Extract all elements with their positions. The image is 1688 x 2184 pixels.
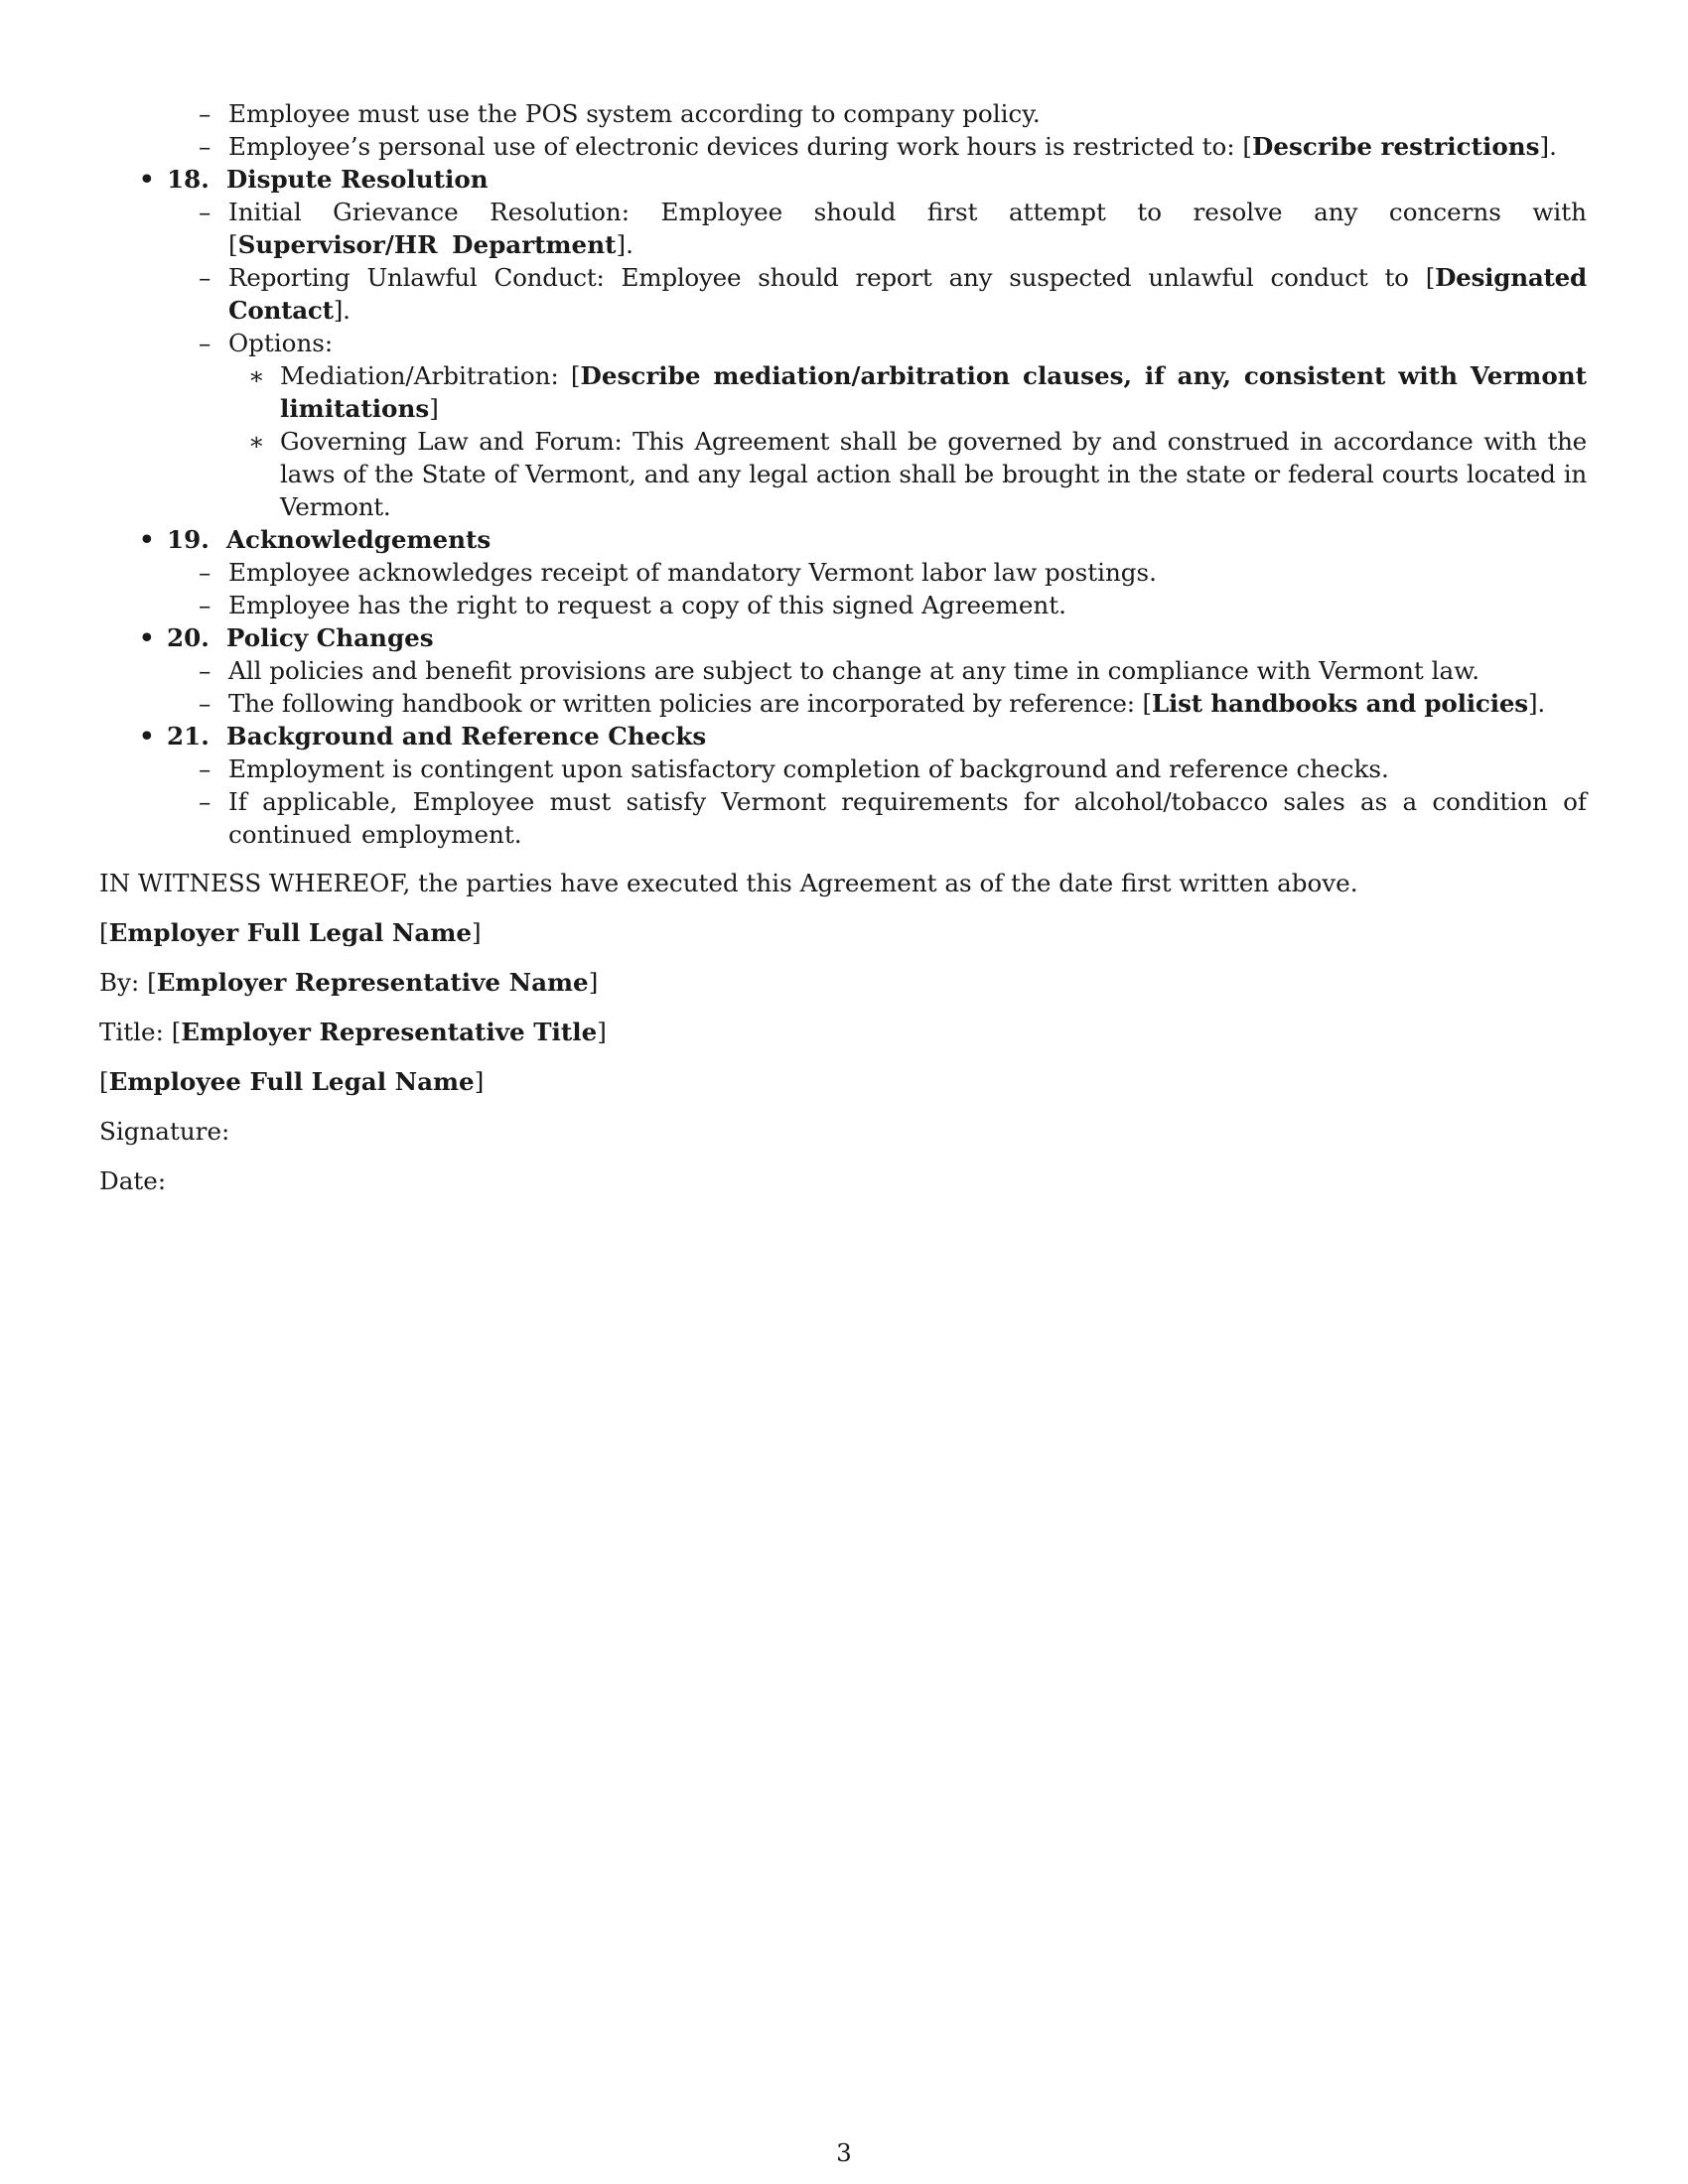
dash-marker: – bbox=[199, 198, 211, 226]
dash-marker: – bbox=[199, 99, 211, 128]
dash-marker: – bbox=[199, 558, 211, 587]
list-item: – Employee acknowledges receipt of mandatory Vermont labor law postings. bbox=[199, 558, 1157, 587]
section-heading-21: • 21. Background and Reference Checks bbox=[139, 722, 707, 751]
placeholder-field: Supervisor/HR Department bbox=[237, 230, 617, 259]
list-item: – Initial Grievance Resolution: Employee should first attempt to resolve any concerns with [Supervisor/HR Department]. bbox=[199, 198, 1587, 259]
list-item: – Employment is contingent upon satisfactory completion of background and reference checks. bbox=[199, 754, 1389, 783]
placeholder-field: Employer Representative Name bbox=[156, 968, 589, 997]
dash-marker: – bbox=[199, 132, 211, 161]
sub-list-item: ∗ Governing Law and Forum: This Agreement shall be governed by and construed in accordance with the laws of the State of Vermont, and any legal action shall be brought in the state or federal courts located in Vermont. bbox=[248, 427, 1587, 521]
list-item: – Employee has the right to request a copy of this signed Agreement. bbox=[199, 591, 1066, 619]
list-item: – The following handbook or written policies are incorporated by reference: [List handbooks and policies]. bbox=[199, 689, 1545, 718]
bullet-marker: • bbox=[139, 525, 155, 554]
star-marker: ∗ bbox=[248, 361, 265, 390]
signature-line: Signature: bbox=[99, 1117, 230, 1146]
date-line: Date: bbox=[99, 1166, 167, 1195]
bullet-marker: • bbox=[139, 623, 155, 652]
list-item: – If applicable, Employee must satisfy Vermont requirements for alcohol/tobacco sales as a condition of continued employment. bbox=[199, 787, 1587, 849]
placeholder-field: Employer Representative Title bbox=[181, 1018, 598, 1046]
section-heading-18: • 18. Dispute Resolution bbox=[139, 165, 489, 194]
list-item: – Options: bbox=[199, 329, 334, 357]
placeholder-field: Employer Full Legal Name bbox=[108, 918, 472, 947]
placeholder-field: Employee Full Legal Name bbox=[108, 1067, 475, 1096]
placeholder-field: Describe mediation/arbitration clauses, if any, consistent with Vermont limitations bbox=[280, 361, 1587, 423]
bullet-marker: • bbox=[139, 722, 155, 751]
section-heading-19: • 19. Acknowledgements bbox=[139, 525, 492, 554]
dash-marker: – bbox=[199, 656, 211, 685]
placeholder-field: Designated Contact bbox=[228, 263, 1587, 325]
section-heading-20: • 20. Policy Changes bbox=[139, 623, 434, 652]
employer-by-line: By: [Employer Representative Name] bbox=[99, 968, 599, 997]
witness-clause: IN WITNESS WHEREOF, the parties have executed this Agreement as of the date first written above. bbox=[99, 869, 1358, 897]
employee-name-line: [Employee Full Legal Name] bbox=[99, 1067, 485, 1096]
employer-title-line: Title: [Employer Representative Title] bbox=[99, 1018, 607, 1046]
employer-name-line: [Employer Full Legal Name] bbox=[99, 918, 482, 947]
dash-marker: – bbox=[199, 329, 211, 357]
placeholder-field: List handbooks and policies bbox=[1151, 689, 1528, 718]
list-item: – Employee must use the POS system according to company policy. bbox=[199, 99, 1041, 128]
list-item: – All policies and benefit provisions are subject to change at any time in compliance with Vermont law. bbox=[199, 656, 1480, 685]
list-item: – Reporting Unlawful Conduct: Employee should report any suspected unlawful conduct to [Designated Contact]. bbox=[199, 263, 1587, 325]
dash-marker: – bbox=[199, 787, 211, 816]
sub-list-item: ∗ Mediation/Arbitration: [Describe mediation/arbitration clauses, if any, consistent with Vermont limitations] bbox=[248, 361, 1587, 423]
dash-marker: – bbox=[199, 263, 211, 292]
dash-marker: – bbox=[199, 689, 211, 718]
placeholder-field: Describe restrictions bbox=[1252, 132, 1540, 161]
star-marker: ∗ bbox=[248, 427, 265, 456]
page-number: 3 bbox=[836, 2138, 852, 2167]
dash-marker: – bbox=[199, 754, 211, 783]
dash-marker: – bbox=[199, 591, 211, 619]
bullet-marker: • bbox=[139, 165, 155, 194]
document-page bbox=[99, 97, 1587, 1197]
list-item: – Employee’s personal use of electronic devices during work hours is restricted to: [Describe restrictions]. bbox=[199, 132, 1557, 161]
